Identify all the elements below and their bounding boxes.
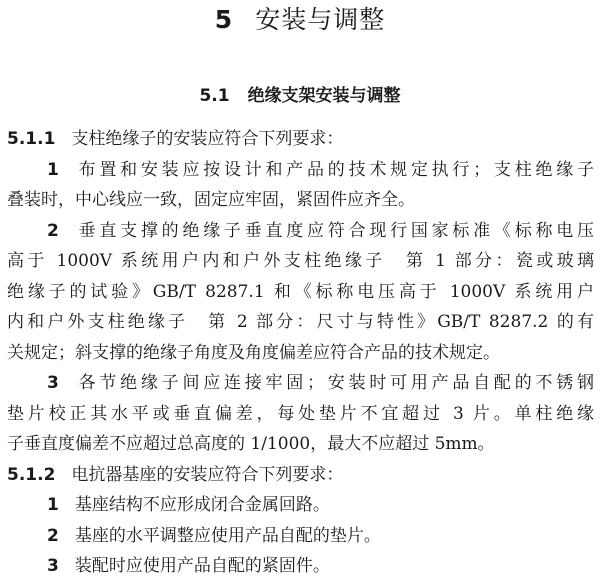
item-number: 1 <box>47 159 59 180</box>
item-text: 装配时应使用产品自配的紧固件。 <box>74 556 330 576</box>
item-number: 2 <box>47 220 59 241</box>
item-line <box>7 368 594 399</box>
chapter-title: 安装与调整 <box>255 5 386 34</box>
chapter-heading <box>0 4 600 36</box>
item-text: 叠装时，中心线应一致，固定应牢固，紧固件应齐全。 <box>7 190 415 210</box>
item-number: 2 <box>47 525 59 546</box>
item-line <box>7 551 594 582</box>
clause-text: 支柱绝缘子的安装应符合下列要求： <box>71 129 344 149</box>
item-line <box>7 185 594 216</box>
item-number: 3 <box>47 373 59 393</box>
item-text: 布置和安装应按设计和产品的技术规定执行；支柱绝缘子 <box>74 159 594 180</box>
item-number: 3 <box>47 556 59 576</box>
item-text: 各节绝缘子间应连接牢固；安装时可用产品自配的不锈钢 <box>74 373 594 393</box>
item-text: 关规定；斜支撑的绝缘子角度及角度偏差应符合产品的技术规定。 <box>7 342 500 363</box>
item-text: 垂直支撑的绝缘子垂直度应符合现行国家标准《标称电压 <box>74 220 594 241</box>
item-number: 1 <box>47 495 59 515</box>
item-text: 高于 1000V 系统用户内和户外支柱绝缘子 第 1 部分：瓷或玻璃 <box>7 251 594 271</box>
item-text: 垫片校正其水平或垂直偏差，每处垫片不宜超过 3 片。单柱绝缘 <box>7 403 594 424</box>
clause-heading <box>7 124 594 155</box>
document-body <box>7 124 594 582</box>
chapter-number: 5 <box>214 5 234 34</box>
item-text: 绝缘子的试验》GB/T 8287.1 和《标称电压高于 1000V 系统用户 <box>7 281 594 302</box>
item-line <box>7 490 594 521</box>
item-text: 基座结构不应形成闭合金属回路。 <box>74 495 330 515</box>
item-line <box>7 429 594 460</box>
item-line <box>7 246 594 277</box>
clause-heading <box>7 460 594 491</box>
item-text: 子垂直度偏差不应超过总高度的 1/1000，最大不应超过 5mm。 <box>7 434 495 454</box>
item-line <box>7 521 594 552</box>
section-heading <box>0 84 600 108</box>
section-title: 绝缘支架安装与调整 <box>247 86 401 106</box>
item-line <box>7 277 594 308</box>
clause-text: 电抗器基座的安装应符合下列要求： <box>71 464 344 485</box>
item-line <box>7 399 594 430</box>
clause-number: 5.1.2 <box>7 464 56 485</box>
item-line <box>7 216 594 247</box>
item-line <box>7 338 594 369</box>
item-line <box>7 307 594 338</box>
item-line <box>7 155 594 186</box>
item-text: 内和户外支柱绝缘子 第 2 部分：尺寸与特性》GB/T 8287.2 的有 <box>7 312 594 332</box>
clause-number: 5.1.1 <box>7 129 56 149</box>
item-text: 基座的水平调整应使用产品自配的垫片。 <box>74 525 381 546</box>
section-number: 5.1 <box>199 86 230 106</box>
